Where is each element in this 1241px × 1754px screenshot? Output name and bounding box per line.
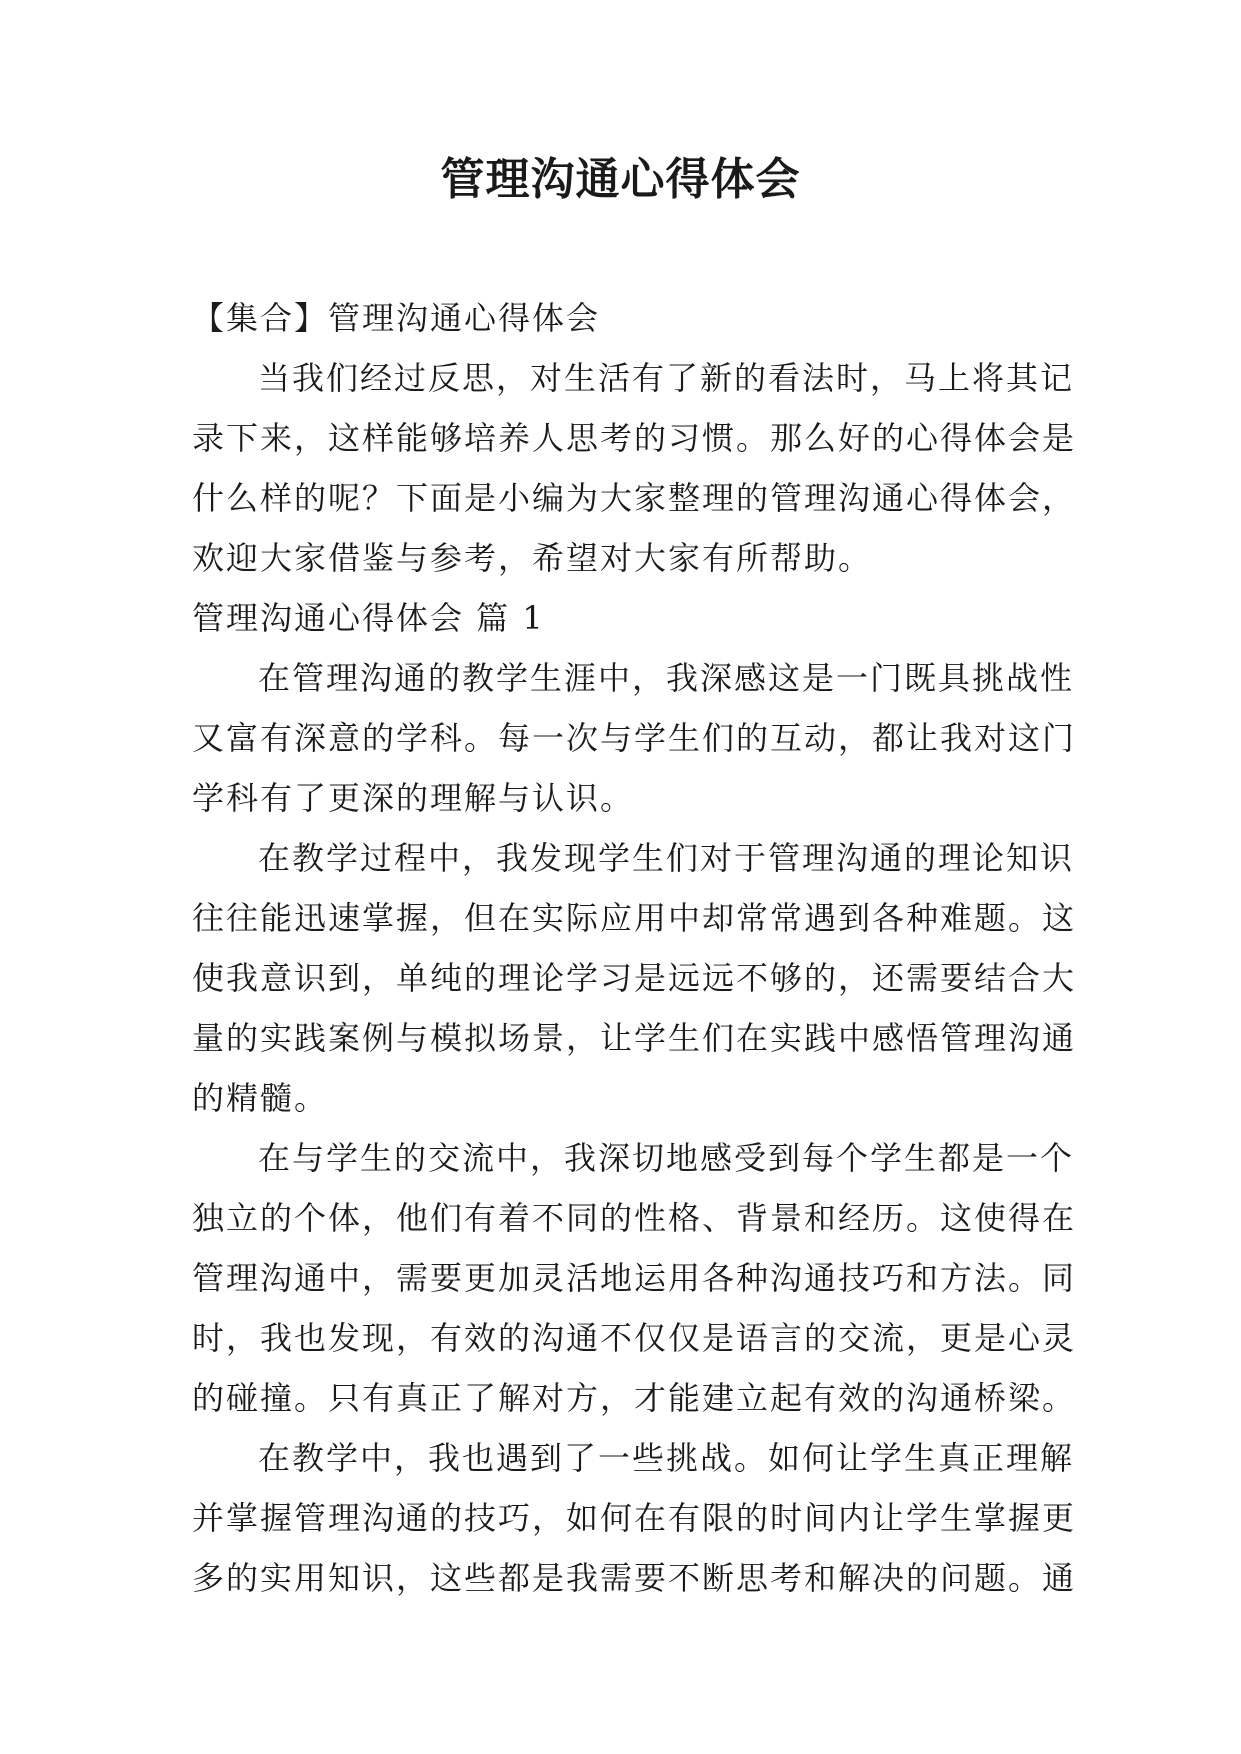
paragraph-line: 多的实用知识，这些都是我需要不断思考和解决的问题。通: [192, 1559, 1077, 1597]
paragraph-line: 时，我也发现，有效的沟通不仅仅是语言的交流，更是心灵: [192, 1319, 1077, 1357]
paragraph-line: 往往能迅速掌握，但在实际应用中却常常遇到各种难题。这: [192, 899, 1077, 937]
paragraph-line: 在教学中，我也遇到了一些挑战。如何让学生真正理解: [258, 1439, 1075, 1477]
paragraph-line: 什么样的呢？下面是小编为大家整理的管理沟通心得体会，: [192, 479, 1077, 517]
paragraph-line: 录下来，这样能够培养人思考的习惯。那么好的心得体会是: [192, 419, 1077, 457]
paragraph-line: 在与学生的交流中，我深切地感受到每个学生都是一个: [258, 1139, 1075, 1177]
paragraph-line: 管理沟通中，需要更加灵活地运用各种沟通技巧和方法。同: [192, 1259, 1077, 1297]
paragraph-line: 独立的个体，他们有着不同的性格、背景和经历。这使得在: [192, 1199, 1077, 1237]
paragraph-line: 在管理沟通的教学生涯中，我深感这是一门既具挑战性: [258, 659, 1075, 697]
collection-heading: 【集合】管理沟通心得体会: [192, 299, 601, 337]
paragraph-line: 量的实践案例与模拟场景，让学生们在实践中感悟管理沟通: [192, 1019, 1077, 1057]
document-body: [192, 288, 1077, 1608]
paragraph-line: 的碰撞。只有真正了解对方，才能建立起有效的沟通桥梁。: [192, 1379, 1077, 1417]
paragraph-line: 使我意识到，单纯的理论学习是远远不够的，还需要结合大: [192, 959, 1077, 997]
paragraph-line: 并掌握管理沟通的技巧，如何在有限的时间内让学生掌握更: [192, 1499, 1077, 1537]
document-title: 管理沟通心得体会: [440, 154, 801, 205]
paragraph-line: 在教学过程中，我发现学生们对于管理沟通的理论知识: [258, 839, 1075, 877]
paragraph-line: 又富有深意的学科。每一次与学生们的互动，都让我对这门: [192, 719, 1077, 757]
paragraph-line: 的精髓。: [192, 1079, 329, 1117]
paragraph-line: 当我们经过反思，对生活有了新的看法时，马上将其记: [258, 359, 1075, 397]
paragraph-line: 欢迎大家借鉴与参考，希望对大家有所帮助。: [192, 539, 873, 577]
section-heading: 管理沟通心得体会 篇 1: [192, 599, 545, 637]
paragraph-line: 学科有了更深的理解与认识。: [192, 779, 635, 817]
